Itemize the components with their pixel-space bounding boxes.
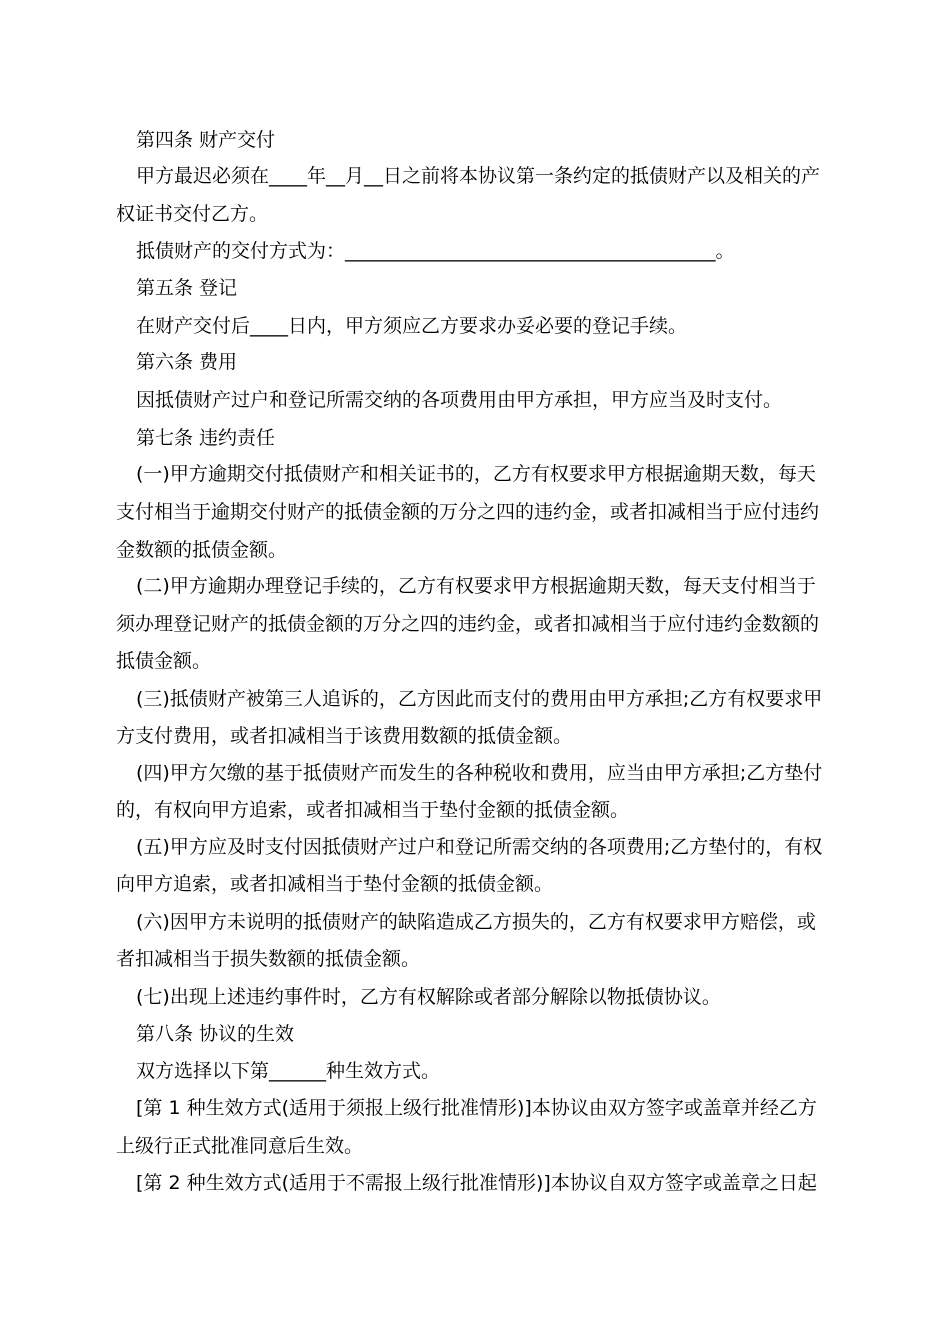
paragraph-line: (一)甲方逾期交付抵债财产和相关证书的，乙方有权要求甲方根据逾期天数，每天 <box>136 463 816 485</box>
paragraph-line: 的，有权向甲方追索，或者扣减相当于垫付金额的抵债金额。 <box>116 799 630 821</box>
paragraph-line: (六)因甲方未说明的抵债财产的缺陷造成乙方损失的，乙方有权要求甲方赔偿，或 <box>136 911 816 933</box>
paragraph-line: 须办理登记财产的抵债金额的万分之四的违约金，或者扣减相当于应付违约金数额的 <box>116 613 820 635</box>
paragraph-line: 者扣减相当于损失数额的抵债金额。 <box>116 948 421 970</box>
paragraph-line: 方支付费用，或者扣减相当于该费用数额的抵债金额。 <box>116 725 573 747</box>
paragraph-line: 双方选择以下第______种生效方式。 <box>136 1060 441 1082</box>
paragraph-line: (二)甲方逾期办理登记手续的，乙方有权要求甲方根据逾期天数，每天支付相当于 <box>136 575 816 597</box>
paragraph-line: 抵债金额。 <box>116 650 212 672</box>
article-7-heading: 第七条 违约责任 <box>136 427 276 449</box>
paragraph-line: (五)甲方应及时支付因抵债财产过户和登记所需交纳的各项费用;乙方垫付的，有权 <box>136 836 823 858</box>
paragraph-line: 上级行正式批准同意后生效。 <box>116 1135 364 1157</box>
paragraph-line: (七)出现上述违约事件时，乙方有权解除或者部分解除以物抵债协议。 <box>136 986 721 1008</box>
paragraph-line: 金数额的抵债金额。 <box>116 539 288 561</box>
paragraph-line: [第 2 种生效方式(适用于不需报上级行批准情形)]本协议自双方签字或盖章之日起 <box>136 1172 817 1194</box>
paragraph-line: 支付相当于逾期交付财产的抵债金额的万分之四的违约金，或者扣减相当于应付违约 <box>116 501 820 523</box>
paragraph-line: 甲方最迟必须在____年__月__日之前将本协议第一条约定的抵债财产以及相关的产 <box>136 165 821 187</box>
article-4-heading: 第四条 财产交付 <box>136 129 276 151</box>
paragraph-line: 抵债财产的交付方式为：_______________________________________。 <box>136 240 735 262</box>
paragraph-line: [第 1 种生效方式(适用于须报上级行批准情形)]本协议由双方签字或盖章并经乙方 <box>136 1097 817 1119</box>
paragraph-line: 在财产交付后____日内，甲方须应乙方要求办妥必要的登记手续。 <box>136 315 688 337</box>
paragraph-line: 因抵债财产过户和登记所需交纳的各项费用由甲方承担，甲方应当及时支付。 <box>136 389 783 411</box>
article-6-heading: 第六条 费用 <box>136 351 238 373</box>
article-8-heading: 第八条 协议的生效 <box>136 1023 295 1045</box>
paragraph-line: 权证书交付乙方。 <box>116 203 269 225</box>
paragraph-line: (四)甲方欠缴的基于抵债财产而发生的各种税收和费用，应当由甲方承担;乙方垫付 <box>136 762 823 784</box>
paragraph-line: 向甲方追索，或者扣减相当于垫付金额的抵债金额。 <box>116 873 554 895</box>
paragraph-line: (三)抵债财产被第三人追诉的，乙方因此而支付的费用由甲方承担;乙方有权要求甲 <box>136 688 823 710</box>
article-5-heading: 第五条 登记 <box>136 277 238 299</box>
